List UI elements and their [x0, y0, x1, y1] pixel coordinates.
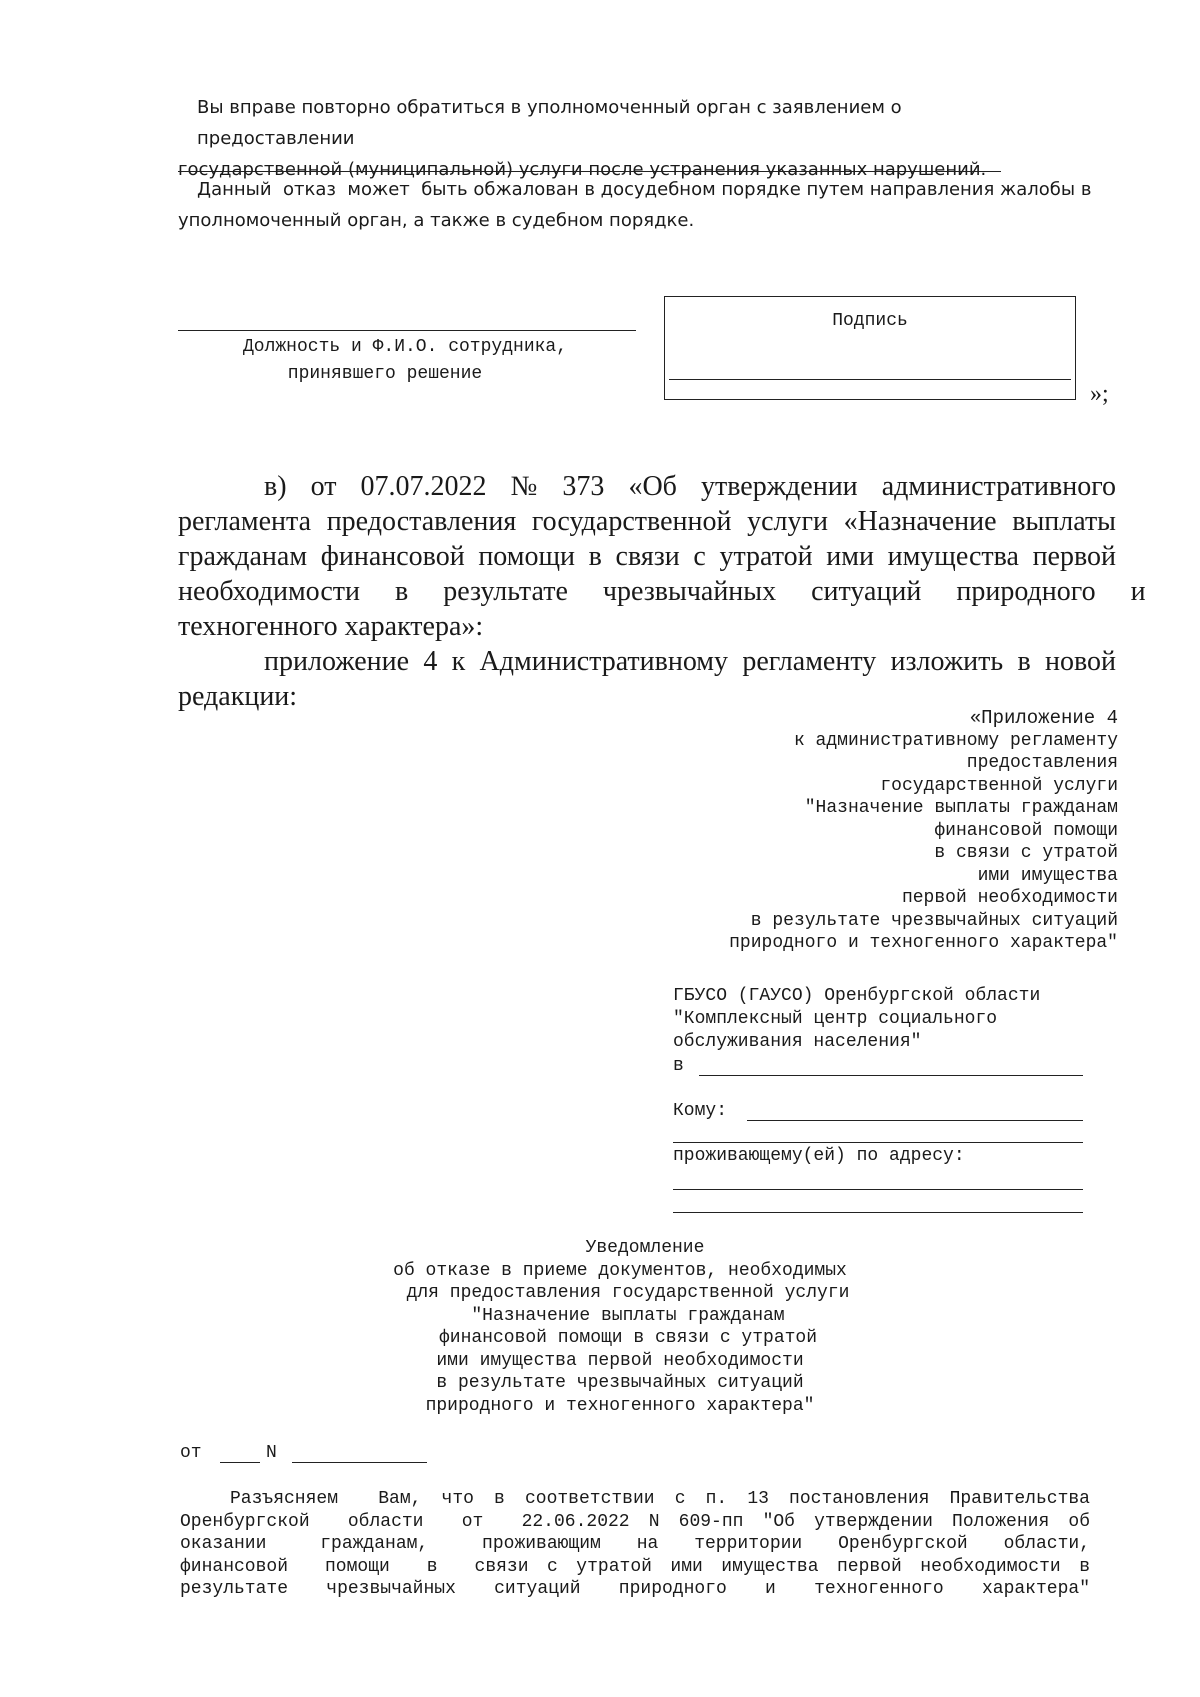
addressee-org-line-3: обслуживания населения"	[673, 1032, 922, 1052]
addressee-address-line-1	[673, 1189, 1083, 1190]
signature-label: Подпись	[832, 311, 908, 331]
notice-title	[340, 1237, 900, 1417]
notice-title-line: об отказе в приеме документов, необходимых	[393, 1260, 847, 1281]
closing-quote: »;	[1090, 381, 1109, 407]
top-notice-line-1: Вы вправе повторно обратиться в уполномоченный орган с заявлением о предоставлении	[197, 97, 902, 149]
number-label: N	[266, 1443, 277, 1463]
appendix-header-line: в результате чрезвычайных ситуаций	[750, 910, 1118, 931]
appendix-header-line: природного и техногенного характера"	[729, 933, 1118, 953]
instruction-line-2: редакции:	[178, 681, 298, 712]
appendix-header-line: ими имущества	[977, 865, 1118, 886]
position-underline	[178, 330, 636, 331]
position-label	[210, 334, 600, 388]
date-line	[220, 1462, 260, 1463]
appeal-notice-line-1: Данный отказ может быть обжалован в досудебном порядке путем направления жалобы в	[197, 179, 1092, 200]
appendix-header-line: финансовой помощи	[934, 820, 1118, 841]
addressee-in-label: в	[673, 1056, 684, 1076]
appendix-header-line: предоставления	[966, 753, 1118, 773]
addressee-to-label: Кому:	[673, 1101, 728, 1121]
addressee-org-line-2: "Комплексный центр социального	[673, 1009, 998, 1029]
divider-line	[178, 171, 1001, 172]
appeal-notice-line-2: уполномоченный орган, а также в судебном порядке.	[178, 210, 695, 231]
explanation	[180, 1488, 1090, 1601]
explanation-line-1: Разъясняем Вам, что в соответствии с п. 13 постановления Правительства	[230, 1489, 1090, 1509]
addressee-org-line-1: ГБУСО (ГАУСО) Оренбургской области	[673, 986, 1041, 1006]
explanation-line-3: оказании гражданам, проживающим на территории Оренбургской области,	[180, 1534, 1090, 1554]
notice-title-heading: Уведомление	[585, 1238, 705, 1258]
addressee-address-label: проживающему(ей) по адресу:	[673, 1146, 965, 1166]
addressee-in-line	[699, 1075, 1083, 1076]
notice-title-line: природного и техногенного характера"	[425, 1395, 815, 1416]
appendix-header-line: в связи с утратой	[934, 843, 1118, 863]
addressee-to-line	[747, 1120, 1083, 1121]
addressee-to-line-2	[673, 1142, 1083, 1143]
appendix-header-line: «Приложение 4	[969, 707, 1118, 729]
clause-v-line-3: гражданам финансовой помощи в связи с утратой ими имущества первой	[178, 541, 1116, 572]
signature-box	[664, 296, 1076, 400]
clause-v-line-4: необходимости в результате чрезвычайных ситуаций природного и	[178, 576, 1146, 607]
addressee-address-line-2	[673, 1212, 1083, 1213]
appendix-header-line: первой необходимости	[901, 888, 1118, 908]
date-label: от	[180, 1443, 202, 1463]
explanation-line-4: финансовой помощи в связи с утратой ими имущества первой необходимости в	[180, 1556, 1090, 1577]
appeal-notice	[178, 174, 1098, 236]
addressee-in-row	[673, 1055, 1083, 1077]
signature-underline	[669, 379, 1071, 380]
explanation-line-5: результате чрезвычайных ситуаций природного и техногенного характера"	[180, 1579, 1090, 1599]
addressee-address-row	[673, 1145, 1083, 1167]
notice-title-line: "Назначение выплаты гражданам	[471, 1305, 785, 1326]
instruction-line-1: приложение 4 к Административному регламенту изложить в новой	[264, 646, 1116, 677]
appendix-header-line: "Назначение выплаты гражданам	[804, 798, 1118, 818]
notice-title-line: в результате чрезвычайных ситуаций	[436, 1373, 804, 1393]
appendix-header	[640, 707, 1118, 955]
notice-title-line: ими имущества первой необходимости	[436, 1350, 804, 1371]
top-notice-line-2: государственной (муниципальной) услуги после устранения указанных нарушений.	[178, 159, 987, 180]
date-number-row	[180, 1442, 460, 1464]
clause-v-line-2: регламента предоставления государственной услуги «Назначение выплаты	[178, 506, 1116, 537]
position-label-line-2: принявшего решение	[287, 364, 483, 384]
addressee-block	[673, 985, 1083, 1054]
addressee-to-row	[673, 1100, 1083, 1122]
clause-v-line-5: техногенного характера»:	[178, 611, 484, 642]
appendix-header-line: к административному регламенту	[793, 730, 1118, 751]
appendix-header-line: государственной услуги	[880, 775, 1118, 796]
explanation-line-2: Оренбургской области от 22.06.2022 N 609-пп "Об утверждении Положения об	[180, 1511, 1090, 1532]
number-line	[292, 1462, 427, 1463]
position-label-line-1: Должность и Ф.И.О. сотрудника,	[242, 337, 568, 357]
clause-v-line-1: в) от 07.07.2022 № 373 «Об утверждении административного	[264, 471, 1116, 502]
notice-title-line: финансовой помощи в связи с утратой	[438, 1328, 818, 1348]
clause-v	[178, 469, 1146, 714]
notice-title-line: для предоставления государственной услуги	[406, 1283, 850, 1303]
